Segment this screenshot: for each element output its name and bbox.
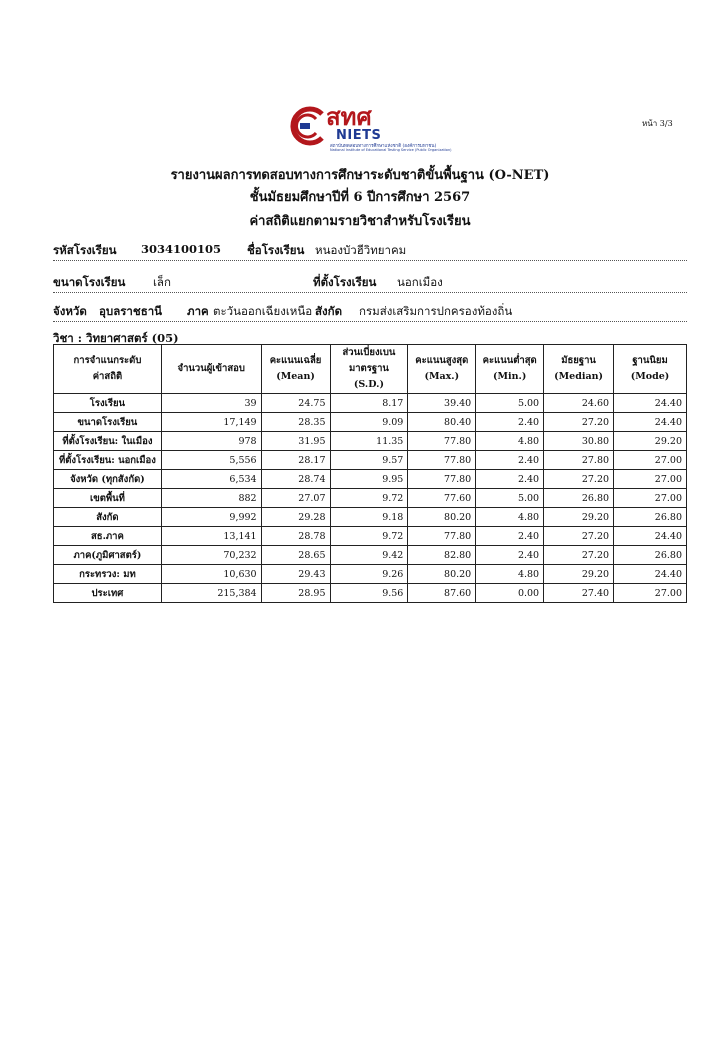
table-cell: 4.80 bbox=[476, 432, 544, 451]
table-cell: 26.80 bbox=[614, 508, 687, 527]
school-name-value: หนองบัวฮีวิทยาคม bbox=[315, 243, 407, 257]
column-header-line: คะแนนต่ำสุด bbox=[482, 355, 537, 366]
column-header bbox=[54, 345, 162, 394]
report-grade-year: ชั้นมัธยมศึกษาปีที่ 6 ปีการศึกษา 2567 bbox=[249, 190, 471, 205]
table-cell: 9.72 bbox=[330, 527, 408, 546]
table-cell: 2.40 bbox=[476, 413, 544, 432]
table-cell: 9.57 bbox=[330, 451, 408, 470]
column-header bbox=[161, 345, 261, 394]
table-row bbox=[54, 584, 687, 603]
table-cell: 70,232 bbox=[161, 546, 261, 565]
table-cell: 2.40 bbox=[476, 527, 544, 546]
table-row bbox=[54, 508, 687, 527]
report-subtitle: ค่าสถิติแยกตามรายวิชาสำหรับโรงเรียน bbox=[249, 214, 471, 229]
table-row bbox=[54, 546, 687, 565]
column-header bbox=[476, 345, 544, 394]
table-row bbox=[54, 394, 687, 413]
table-cell: 9.42 bbox=[330, 546, 408, 565]
table-cell: 8.17 bbox=[330, 394, 408, 413]
statistics-table bbox=[53, 344, 687, 603]
table-cell: 80.20 bbox=[408, 508, 476, 527]
table-cell: 5,556 bbox=[161, 451, 261, 470]
school-size-row bbox=[53, 272, 687, 293]
niets-logo bbox=[286, 103, 452, 154]
school-location-label: ที่ตั้งโรงเรียน bbox=[313, 275, 377, 289]
table-cell: 24.40 bbox=[614, 565, 687, 584]
table-cell: 10,630 bbox=[161, 565, 261, 584]
table-cell: 87.60 bbox=[408, 584, 476, 603]
column-header-line: มาตรฐาน (S.D.) bbox=[348, 363, 389, 390]
table-cell: 9.56 bbox=[330, 584, 408, 603]
logo-org-th: สถาบันทดสอบทางการศึกษาแห่งชาติ (องค์การมหาชน) bbox=[330, 144, 437, 149]
table-cell: 29.20 bbox=[544, 565, 614, 584]
table-cell: 4.80 bbox=[476, 565, 544, 584]
table-cell: 24.60 bbox=[544, 394, 614, 413]
affiliation-value: กรมส่งเสริมการปกครองท้องถิ่น bbox=[359, 304, 513, 318]
table-cell: 80.20 bbox=[408, 565, 476, 584]
logo-org-en: National Institute of Educational Testing Service (Public Organization) bbox=[330, 148, 452, 152]
report-title: รายงานผลการทดสอบทางการศึกษาระดับชาติขั้นพื้นฐาน (O-NET) bbox=[170, 168, 550, 183]
table-cell: 0.00 bbox=[476, 584, 544, 603]
table-cell: 77.80 bbox=[408, 451, 476, 470]
column-header-line: (Mean) bbox=[276, 371, 315, 382]
table-cell: 80.40 bbox=[408, 413, 476, 432]
table-cell: 82.80 bbox=[408, 546, 476, 565]
table-cell: 27.00 bbox=[614, 451, 687, 470]
table-cell: 13,141 bbox=[161, 527, 261, 546]
table-cell: 28.78 bbox=[261, 527, 330, 546]
column-header-line: การจำแนกระดับ bbox=[73, 355, 142, 366]
province-value: อุบลราชธานี bbox=[99, 304, 163, 318]
table-cell: 77.80 bbox=[408, 432, 476, 451]
column-header-line: ส่วนเบี่ยงเบน bbox=[342, 347, 396, 358]
table-cell: 26.80 bbox=[544, 489, 614, 508]
school-size-label: ขนาดโรงเรียน bbox=[53, 275, 126, 289]
column-header bbox=[614, 345, 687, 394]
table-cell: 26.80 bbox=[614, 546, 687, 565]
column-header bbox=[330, 345, 408, 394]
logo-abbr: NIETS bbox=[336, 128, 382, 143]
table-cell: 27.00 bbox=[614, 584, 687, 603]
region-label: ภาค bbox=[187, 304, 209, 318]
column-header-line: มัธยฐาน bbox=[561, 355, 596, 366]
table-cell: 31.95 bbox=[261, 432, 330, 451]
table-cell: 4.80 bbox=[476, 508, 544, 527]
column-header-line: คะแนนสูงสุด bbox=[415, 355, 469, 366]
table-row bbox=[54, 432, 687, 451]
table-cell: 9.26 bbox=[330, 565, 408, 584]
region-value: ตะวันออกเฉียงเหนือ bbox=[213, 304, 313, 318]
row-label-cell: สังกัด bbox=[54, 508, 162, 527]
table-cell: 24.40 bbox=[614, 413, 687, 432]
table-row bbox=[54, 451, 687, 470]
table-cell: 24.40 bbox=[614, 394, 687, 413]
column-header-line: คะแนนเฉลี่ย bbox=[269, 355, 322, 366]
row-label-cell: โรงเรียน bbox=[54, 394, 162, 413]
row-label-cell: ที่ตั้งโรงเรียน: ในเมือง bbox=[54, 432, 162, 451]
table-row bbox=[54, 489, 687, 508]
row-label-cell: จังหวัด (ทุกสังกัด) bbox=[54, 470, 162, 489]
table-cell: 5.00 bbox=[476, 394, 544, 413]
table-cell: 2.40 bbox=[476, 451, 544, 470]
table-cell: 27.80 bbox=[544, 451, 614, 470]
affiliation-label: สังกัด bbox=[315, 304, 343, 318]
column-header bbox=[261, 345, 330, 394]
school-province-row bbox=[53, 301, 687, 322]
subject-label: วิชา : bbox=[53, 331, 82, 345]
table-cell: 9.18 bbox=[330, 508, 408, 527]
table-cell: 9,992 bbox=[161, 508, 261, 527]
table-cell: 27.40 bbox=[544, 584, 614, 603]
table-cell: 27.20 bbox=[544, 470, 614, 489]
table-cell: 28.17 bbox=[261, 451, 330, 470]
school-size-value: เล็ก bbox=[153, 275, 171, 289]
subject-value: วิทยาศาสตร์ (05) bbox=[86, 331, 179, 345]
column-header bbox=[544, 345, 614, 394]
row-label-cell: ขนาดโรงเรียน bbox=[54, 413, 162, 432]
table-cell: 39 bbox=[161, 394, 261, 413]
page-number: หน้า 3/3 bbox=[642, 119, 673, 128]
school-name-label: ชื่อโรงเรียน bbox=[247, 243, 305, 257]
niets-emblem-icon bbox=[286, 106, 326, 146]
table-cell: 28.65 bbox=[261, 546, 330, 565]
school-location-value: นอกเมือง bbox=[397, 275, 443, 289]
table-row bbox=[54, 413, 687, 432]
table-cell: 28.74 bbox=[261, 470, 330, 489]
table-cell: 39.40 bbox=[408, 394, 476, 413]
table-cell: 28.95 bbox=[261, 584, 330, 603]
table-row bbox=[54, 527, 687, 546]
table-cell: 27.00 bbox=[614, 470, 687, 489]
table-body bbox=[54, 394, 687, 603]
table-cell: 5.00 bbox=[476, 489, 544, 508]
column-header-line: ค่าสถิติ bbox=[92, 371, 123, 382]
table-cell: 978 bbox=[161, 432, 261, 451]
table-cell: 6,534 bbox=[161, 470, 261, 489]
table-cell: 24.40 bbox=[614, 527, 687, 546]
logo-name-th: สทศ bbox=[326, 103, 372, 131]
table-cell: 9.72 bbox=[330, 489, 408, 508]
row-label-cell: ภาค(ภูมิศาสตร์) bbox=[54, 546, 162, 565]
table-cell: 24.75 bbox=[261, 394, 330, 413]
school-code-row bbox=[53, 240, 687, 261]
school-code-value: 3034100105 bbox=[141, 242, 222, 256]
column-header-line: ฐานนิยม bbox=[632, 355, 668, 366]
school-code-label: รหัสโรงเรียน bbox=[53, 243, 117, 257]
column-header-line: (Max.) bbox=[424, 371, 460, 382]
table-cell: 17,149 bbox=[161, 413, 261, 432]
column-header-line: (Min.) bbox=[493, 371, 527, 382]
table-cell: 9.95 bbox=[330, 470, 408, 489]
column-header-line: (Mode) bbox=[630, 371, 670, 382]
province-label: จังหวัด bbox=[53, 304, 87, 318]
table-header-row bbox=[54, 345, 687, 394]
row-label-cell: กระทรวง: มท bbox=[54, 565, 162, 584]
table-cell: 27.00 bbox=[614, 489, 687, 508]
row-label-cell: ประเทศ bbox=[54, 584, 162, 603]
table-cell: 2.40 bbox=[476, 470, 544, 489]
column-header-line: จำนวนผู้เข้าสอบ bbox=[177, 363, 245, 374]
table-cell: 30.80 bbox=[544, 432, 614, 451]
table-cell: 29.43 bbox=[261, 565, 330, 584]
column-header-line: (Median) bbox=[554, 371, 604, 382]
table-row bbox=[54, 565, 687, 584]
table-cell: 28.35 bbox=[261, 413, 330, 432]
table-cell: 29.20 bbox=[614, 432, 687, 451]
row-label-cell: เขตพื้นที่ bbox=[54, 489, 162, 508]
table-cell: 77.60 bbox=[408, 489, 476, 508]
table-cell: 2.40 bbox=[476, 546, 544, 565]
table-cell: 27.20 bbox=[544, 546, 614, 565]
table-cell: 29.20 bbox=[544, 508, 614, 527]
row-label-cell: ที่ตั้งโรงเรียน: นอกเมือง bbox=[54, 451, 162, 470]
row-label-cell: สธ.ภาค bbox=[54, 527, 162, 546]
table-cell: 29.28 bbox=[261, 508, 330, 527]
table-cell: 27.20 bbox=[544, 527, 614, 546]
column-header bbox=[408, 345, 476, 394]
table-cell: 77.80 bbox=[408, 527, 476, 546]
table-cell: 9.09 bbox=[330, 413, 408, 432]
table-cell: 215,384 bbox=[161, 584, 261, 603]
table-cell: 11.35 bbox=[330, 432, 408, 451]
table-cell: 27.07 bbox=[261, 489, 330, 508]
table-cell: 27.20 bbox=[544, 413, 614, 432]
table-cell: 77.80 bbox=[408, 470, 476, 489]
table-cell: 882 bbox=[161, 489, 261, 508]
table-row bbox=[54, 470, 687, 489]
